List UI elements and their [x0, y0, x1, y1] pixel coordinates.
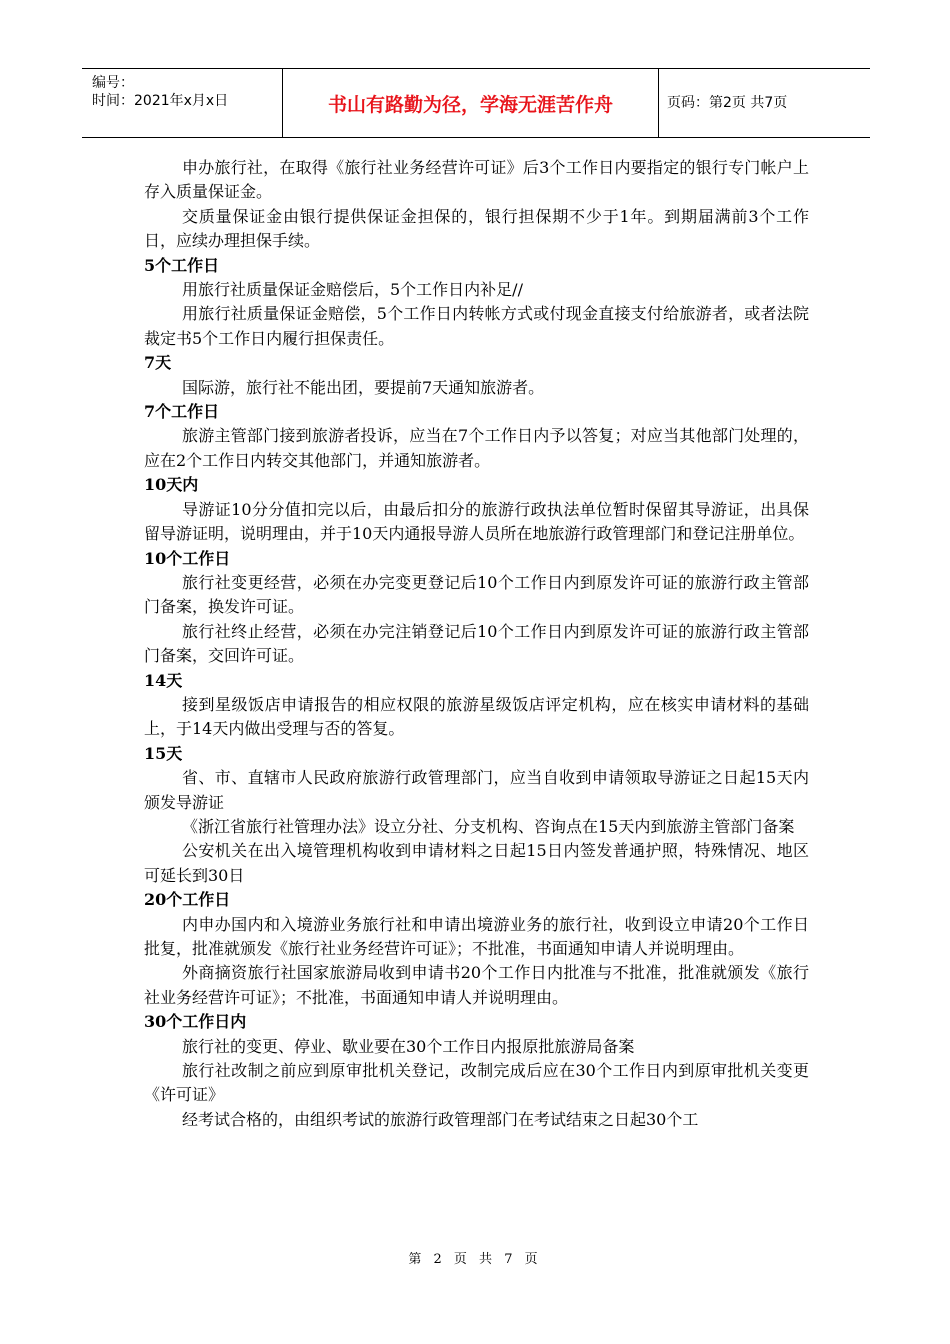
header-motto-cell	[283, 69, 659, 137]
section-heading: 20个工作日	[144, 890, 231, 910]
section-heading: 7天	[144, 353, 172, 373]
paragraph: 旅游主管部门接到旅游者投诉，应当在7个工作日内予以答复；对应当其他部门处理的，应在2个工作日内转交其他部门，并通知旅游者。	[144, 426, 809, 470]
section-heading: 30个工作日内	[144, 1012, 247, 1032]
paragraph: 旅行社改制之前应到原审批机关登记，改制完成后应在30个工作日内到原审批机关变更《许可证》	[144, 1061, 809, 1105]
paragraph: 导游证10分分值扣完以后，由最后扣分的旅游行政执法单位暂时保留其导游证，出具保留导游证明，说明理由，并于10天内通报导游人员所在地旅游行政管理部门和登记注册单位。	[144, 499, 809, 544]
section-heading: 5个工作日	[144, 255, 220, 275]
section-heading: 10天内	[144, 475, 199, 495]
paragraph: 经考试合格的，由组织考试的旅游行政管理部门在考试结束之日起30个工	[182, 1109, 699, 1129]
section-heading: 14天	[144, 670, 183, 690]
document-body	[144, 156, 809, 1132]
paragraph: 省、市、直辖市人民政府旅游行政管理部门，应当自收到申请领取导游证之日起15天内颁发导游证	[144, 768, 809, 812]
paragraph: 交质量保证金由银行提供保证金担保的，银行担保期不少于1年。到期届满前3个工作日，应续办理担保手续。	[144, 206, 809, 251]
paragraph: 用旅行社质量保证金赔偿，5个工作日内转帐方式或付现金直接支付给旅游者，或者法院裁定书5个工作日内履行担保责任。	[144, 304, 809, 348]
section-heading: 7个工作日	[144, 402, 220, 422]
header-motto: 书山有路勤为径，学海无涯苦作舟	[327, 93, 613, 116]
paragraph: 《浙江省旅行社管理办法》设立分社、分支机构、咨询点在15天内到旅游主管部门备案	[182, 816, 795, 836]
page-footer: 第 2 页 共 7 页	[408, 1252, 542, 1267]
paragraph: 外商摘资旅行社国家旅游局收到申请书20个工作日内批准与不批准，批准就颁发《旅行社业务经营许可证》；不批准，书面通知申请人并说明理由。	[144, 963, 809, 1007]
paragraph: 国际游，旅行社不能出团，要提前7天通知旅游者。	[182, 377, 545, 397]
header-page-cell	[659, 69, 870, 137]
page-header	[82, 68, 870, 138]
paragraph: 旅行社终止经营，必须在办完注销登记后10个工作日内到原发许可证的旅游行政主管部门备案，交回许可证。	[144, 621, 809, 666]
header-meta-cell	[82, 69, 283, 137]
section-heading: 15天	[144, 743, 183, 763]
header-page-number: 页码：第2页 共7页	[667, 95, 788, 111]
number-label: 编号：	[92, 75, 134, 91]
paragraph: 公安机关在出入境管理机构收到申请材料之日起15日内签发普通护照，特殊情况、地区可延长到30日	[144, 841, 809, 885]
date-label: 时间：2021年x月x日	[92, 93, 229, 109]
paragraph: 用旅行社质量保证金赔偿后，5个工作日内补足//	[182, 280, 523, 300]
paragraph: 接到星级饭店申请报告的相应权限的旅游星级饭店评定机构，应在核实申请材料的基础上，于14天内做出受理与否的答复。	[144, 694, 809, 739]
paragraph: 内申办国内和入境游业务旅行社和申请出境游业务的旅行社，收到设立申请20个工作日批复，批准就颁发《旅行社业务经营许可证》；不批准，书面通知申请人并说明理由。	[144, 914, 809, 958]
paragraph: 旅行社变更经营，必须在办完变更登记后10个工作日内到原发许可证的旅游行政主管部门备案，换发许可证。	[144, 572, 809, 617]
paragraph: 旅行社的变更、停业、歇业要在30个工作日内报原批旅游局备案	[182, 1036, 635, 1056]
section-heading: 10个工作日	[144, 548, 231, 568]
paragraph: 申办旅行社，在取得《旅行社业务经营许可证》后3个工作日内要指定的银行专门帐户上存入质量保证金。	[144, 158, 809, 202]
